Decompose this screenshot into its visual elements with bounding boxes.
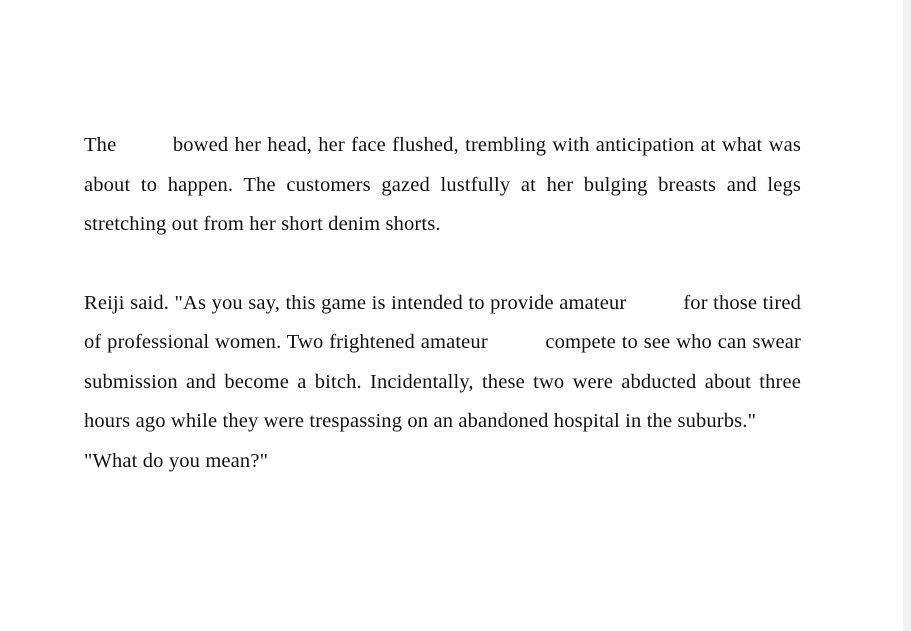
document-text-body: [84, 126, 801, 481]
paragraph-2: [84, 284, 801, 442]
paragraph-1-segment-text-2: bowed her head, her face flushed, trembling with anticipation at what was about to happen. The customers gazed lustfully at her bulging breasts and legs stretching out from her short denim shorts.: [84, 134, 801, 235]
paragraph-2-segment-text-3: compete to see who can swear submission and become a bitch. Incidentally, these two were abducted about three hours ago while they were trespassing on an abandoned hospital in the suburbs.": [84, 331, 801, 432]
paragraph-1-segment-text-1: The: [84, 134, 123, 156]
paragraph-spacer-1: [84, 245, 801, 284]
page-edge-strip: [903, 0, 911, 631]
paragraph-2-segment-text-2: for those tired of professional women. Two frightened amateur: [84, 291, 801, 353]
paragraph-2-segment-text-1: Reiji said. "As you say, this game is intended to provide amateur: [84, 291, 632, 314]
paragraph-3: "What do you mean?": [84, 449, 269, 472]
paragraph-1: [84, 126, 801, 245]
